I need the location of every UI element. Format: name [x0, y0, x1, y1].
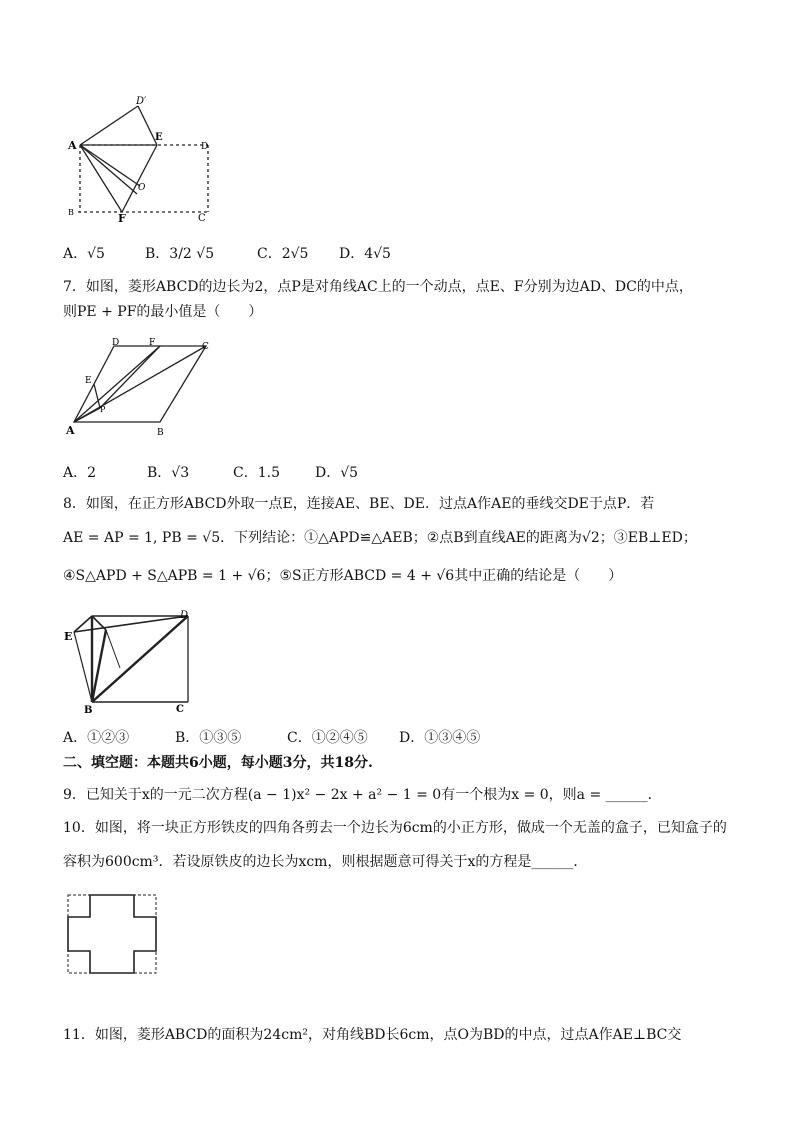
q7-option-c[interactable]: C．1.5 — [233, 465, 280, 481]
q11-text: 11．如图，菱形ABCD的面积为24cm²，对角线BD长6cm，点O为BD的中点，过点A作AE⊥BC交 — [63, 1027, 682, 1043]
q8-option-a[interactable]: A．①②③ — [63, 730, 130, 746]
q7-label-e: E — [85, 376, 92, 386]
q7-option-d[interactable]: D．√5 — [315, 465, 359, 481]
q8-option-c[interactable]: C．①②④⑤ — [287, 730, 368, 746]
q8-label-b: B — [84, 705, 93, 716]
q7-label-p: P — [100, 405, 106, 414]
q7-label-b: B — [157, 428, 164, 438]
q6-label-f: F — [118, 212, 126, 224]
q8-option-d[interactable]: D．①③④⑤ — [399, 730, 481, 746]
q8-option-b[interactable]: B．①③⑤ — [175, 730, 242, 746]
q7-option-a[interactable]: A．2 — [63, 465, 97, 481]
q6-option-c[interactable]: C．2√5 — [257, 246, 309, 262]
q8-text-line1: 8．如图，在正方形ABCD外取一点E，连接AE、BE、DE．过点A作AE的垂线交DE于点P．若 — [63, 496, 655, 512]
q7-figure — [60, 336, 220, 442]
q7-text-line2: 则PE + PF的最小值是（ ） — [63, 304, 263, 320]
q8-label-d: D — [180, 610, 189, 621]
q10-text-line1: 10．如图，将一块正方形铁皮的四角各剪去一个边长为6cm的小正方形，做成一个无盖的盒子，已知盒子的 — [63, 820, 727, 836]
q6-label-c: C — [198, 213, 206, 224]
q7-label-d: D — [112, 338, 120, 348]
q6-label-b: B — [68, 208, 74, 217]
q7-options — [63, 462, 358, 482]
q6-option-d[interactable]: D．4√5 — [339, 246, 391, 262]
q6-label-e: E — [155, 132, 163, 143]
q7-label-a: A — [66, 424, 75, 437]
q6-option-a[interactable]: A．√5 — [63, 246, 105, 262]
q10-text-line2: 容积为600cm³．若设原铁皮的边长为xcm，则根据题意可得关于x的方程是______． — [63, 854, 588, 870]
q8-text-line2: AE = AP = 1, PB = √5．下列结论：①△APD≌△AEB；②点B到直线AE的距离为√2；③EB⊥ED； — [63, 530, 697, 546]
q7-label-f: F — [149, 338, 156, 348]
q6-label-o: O — [138, 183, 146, 193]
q9-text: 9．已知关于x的一元二次方程(a − 1)x² − 2x + a² − 1 = 0有一个根为x = 0，则a = ______． — [63, 787, 662, 803]
q7-label-c: C — [202, 342, 209, 352]
q6-label-dprime: D′ — [136, 96, 147, 107]
q10-figure — [66, 893, 158, 975]
q8-label-c: C — [176, 704, 184, 715]
q6-options — [63, 243, 391, 263]
q6-option-b[interactable]: B．3/2 √5 — [145, 246, 215, 262]
q8-figure — [60, 606, 200, 716]
q6-label-d: D — [201, 142, 209, 152]
q8-options — [63, 727, 480, 747]
q7-text-line1: 7．如图，菱形ABCD的边长为2，点P是对角线AC上的一个动点，点E、F分别为边AD、DC的中点， — [63, 279, 693, 295]
q6-label-a: A — [68, 139, 77, 152]
section2-heading: 二、填空题：本题共6小题，每小题3分，共18分. — [63, 755, 373, 771]
q6-figure — [60, 94, 220, 224]
q8-label-e: E — [64, 630, 73, 643]
q8-text-line3: ④S△APD + S△APB = 1 + √6；⑤S正方形ABCD = 4 + √6其中正确的结论是（ ） — [63, 568, 623, 584]
q7-option-b[interactable]: B．√3 — [147, 465, 190, 481]
